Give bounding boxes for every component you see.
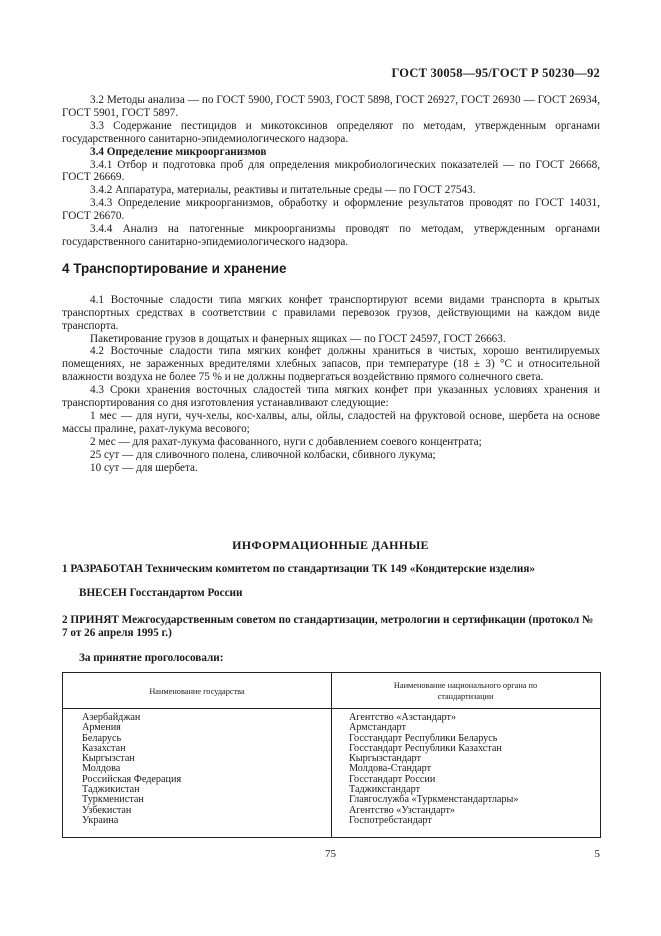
agencies-column bbox=[349, 713, 518, 826]
table-cell-agency: Таджикстандарт bbox=[349, 784, 421, 796]
paragraph-3-3: 3.3 Содержание пестицидов и микотоксинов определяют по методам, утвержденным органами государственного санитарно-эпидемиологического надзора. bbox=[62, 119, 600, 145]
table-cell-state: Узбекистан bbox=[82, 804, 132, 816]
page-number-center: 75 bbox=[325, 848, 336, 860]
info-item-2 bbox=[62, 614, 600, 640]
paragraph-3-2: 3.2 Методы анализа — по ГОСТ 5900, ГОСТ 5903, ГОСТ 5898, ГОСТ 26927, ГОСТ 26930 — ГОСТ 26934, ГОСТ 5901, ГОСТ 5897. bbox=[62, 94, 600, 119]
paragraph-4-1-packaging: Пакетирование грузов в дощатых и фанерных ящиках — по ГОСТ 24597, ГОСТ 26663. bbox=[90, 332, 506, 345]
table-cell-state: Азербайджан bbox=[82, 712, 141, 723]
table-header-state: Наименование государства bbox=[149, 686, 245, 696]
storage-term-2: 2 мес — для рахат-лукума фасованного, нуги с добавлением соевого концентрата; bbox=[90, 435, 482, 448]
table-cell-state: Беларусь bbox=[82, 732, 122, 744]
table-cell-state: Украина bbox=[82, 814, 119, 826]
info-introduced bbox=[79, 587, 617, 600]
table-cell-state: Армения bbox=[82, 722, 121, 734]
main-text bbox=[62, 94, 600, 474]
info-item-2-text: Межгосударственным советом по стандартизации, метрологии и сертификации (протокол № 7 от 26 апреля 1995 г.) bbox=[62, 614, 594, 639]
table-cell-agency: Армстандарт bbox=[349, 722, 406, 734]
table-cell-agency: Молдова-Стандарт bbox=[349, 763, 432, 775]
paragraph-4-3: 4.3 Сроки хранения восточных сладостей типа мягких конфет при указанных условиях хранения и транспортирования со дня изготовления устанавливают следующие: bbox=[62, 384, 600, 410]
info-introduced-text: Госстандартом России bbox=[126, 587, 243, 599]
table-cell-state: Туркменистан bbox=[82, 794, 144, 806]
storage-term-4: 10 сут — для шербета. bbox=[90, 461, 198, 474]
table-cell-state: Таджикистан bbox=[82, 784, 140, 796]
table-cell-agency: Госстандарт Республики Казахстан bbox=[349, 742, 502, 754]
document-code-header: ГОСТ 30058—95/ГОСТ Р 50230—92 bbox=[391, 66, 600, 80]
table-cell-agency: Агентство «Узстандарт» bbox=[349, 804, 456, 816]
table-cell-agency: Госстандарт Республики Беларусь bbox=[349, 732, 498, 744]
info-data-title: ИНФОРМАЦИОННЫЕ ДАННЫЕ bbox=[232, 538, 429, 552]
states-table bbox=[62, 672, 601, 838]
info-item-1-text: Техническим комитетом по стандартизации ТК 149 «Кондитерские изделия» bbox=[142, 563, 536, 575]
voted-label-text: За принятие проголосовали: bbox=[79, 652, 224, 664]
paragraph-4-1: 4.1 Восточные сладости типа мягких конфет транспортируют всеми видами транспорта в крытых транспортных средствах в соответствии с правилами перевозок грузов, действующими на каждом виде транспорта. bbox=[62, 293, 600, 332]
table-column-divider bbox=[331, 673, 332, 837]
table-header-agency: Наименование национального органа по стандартизации bbox=[393, 681, 538, 701]
table-cell-state: Казахстан bbox=[82, 742, 126, 754]
section-4-title: 4 Транспортирование и хранение bbox=[62, 260, 287, 276]
info-item-2-label: 2 ПРИНЯТ bbox=[62, 614, 119, 626]
paragraph-3-4-3: 3.4.3 Определение микроорганизмов, обработку и оформление результатов проводят по ГОСТ 14031, ГОСТ 26670. bbox=[62, 197, 600, 223]
table-cell-state: Кыргызстан bbox=[82, 753, 135, 765]
paragraph-3-4-4: 3.4.4 Анализ на патогенные микроорганизмы проводят по методам, утвержденным органами государственного санитарно-эпидемиологического надзора. bbox=[62, 223, 600, 248]
paragraph-3-4-2: 3.4.2 Аппаратура, материалы, реактивы и питательные среды — по ГОСТ 27543. bbox=[90, 184, 476, 197]
table-cell-state: Российская Федерация bbox=[82, 773, 182, 785]
paragraph-3-4-1: 3.4.1 Отбор и подготовка проб для определения микробиологических показателей — по ГОСТ 26668, ГОСТ 26669. bbox=[62, 158, 600, 184]
table-cell-agency: Госпотребстандарт bbox=[349, 814, 432, 826]
info-item-1 bbox=[62, 563, 600, 576]
storage-term-3: 25 сут — для сливочного полена, сливочной колбаски, сбивного лукума; bbox=[90, 448, 436, 461]
subheading-3-4: 3.4 Определение микроорганизмов bbox=[90, 145, 267, 158]
table-cell-agency: Госстандарт России bbox=[349, 773, 436, 785]
table-cell-agency: Кыргызстандарт bbox=[349, 753, 421, 765]
table-cell-agency: Главгослужба «Туркменстандартлары» bbox=[349, 794, 519, 806]
info-introduced-label: ВНЕСЕН bbox=[79, 587, 127, 599]
states-column bbox=[82, 713, 181, 826]
table-cell-state: Молдова bbox=[82, 763, 121, 775]
page-number-right: 5 bbox=[594, 848, 600, 860]
voted-label bbox=[79, 652, 617, 665]
paragraph-4-2: 4.2 Восточные сладости типа мягких конфет должны храниться в чистых, хорошо вентилируемых помещениях, не зараженных вредителями хлебных запасов, при температуре (18 ± 3) °С и относительной влажности воздуха не более 75 % и не должны подвергаться воздействию прямого солнечного света. bbox=[62, 345, 600, 384]
table-cell-agency: Агентство «Азстандарт» bbox=[349, 712, 457, 723]
storage-term-1: 1 мес — для нуги, чуч-хелы, кос-халвы, алы, ойлы, сладостей на фруктовой основе, шербета на основе массы пралине, рахат-лукума весового; bbox=[62, 409, 600, 435]
info-item-1-label: 1 РАЗРАБОТАН bbox=[62, 563, 143, 575]
